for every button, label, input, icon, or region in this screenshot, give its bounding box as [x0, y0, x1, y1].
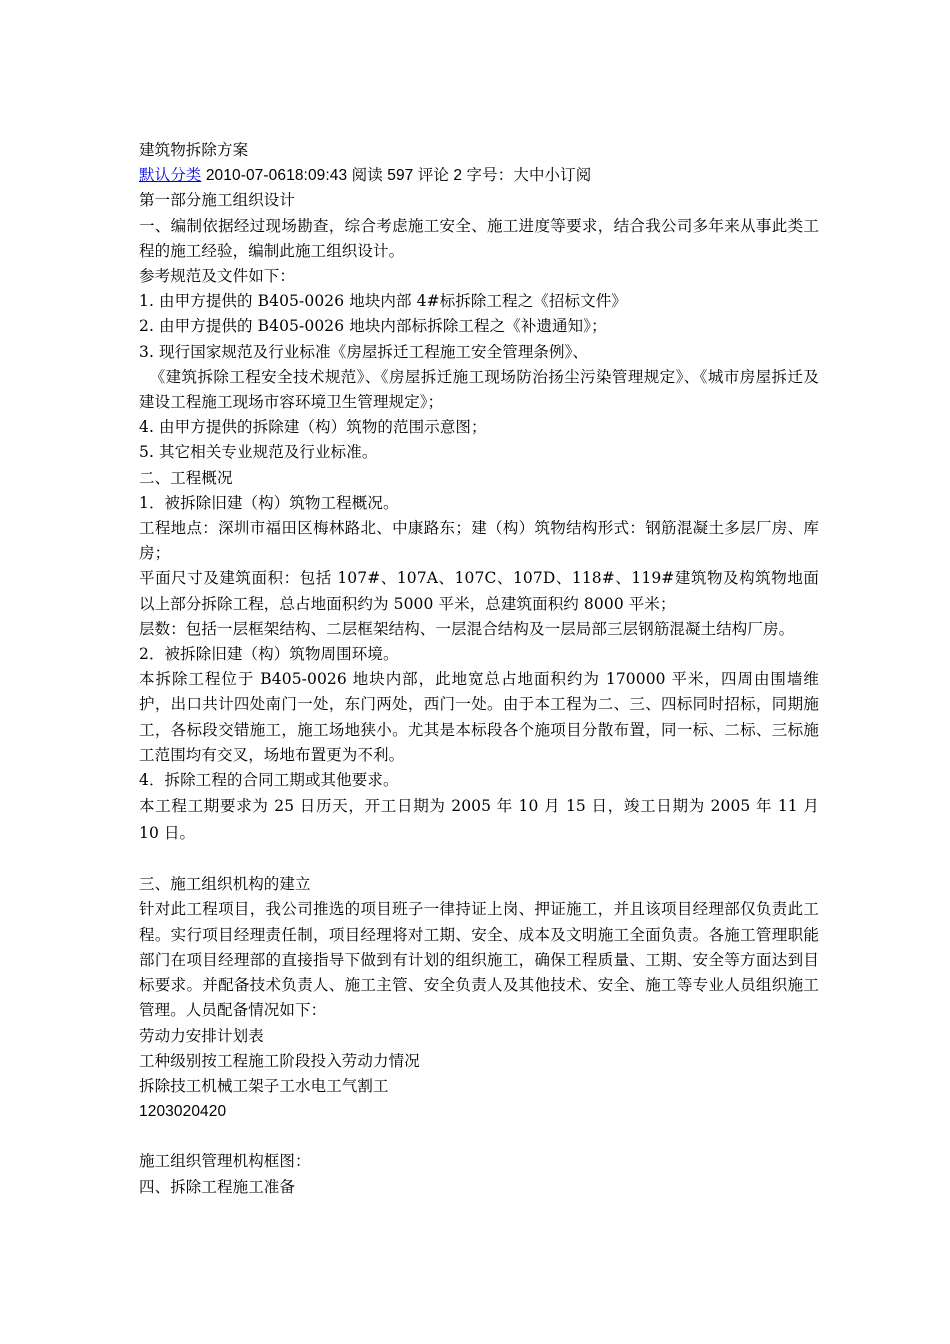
section2-sub4: 4．拆除工程的合同工期或其他要求。: [139, 771, 399, 790]
section3-heading: 三、施工组织机构的建立: [139, 875, 311, 894]
org-chart-label: 施工组织管理机构框图：: [139, 1152, 311, 1171]
section4-heading: 四、拆除工程施工准备: [139, 1177, 296, 1196]
part1-heading: 第一部分施工组织设计: [139, 191, 296, 210]
section1-text: 一、编制依据经过现场勘查，综合考虑施工安全、施工进度等要求，结合我公司多年来从事此类工程的施工经验，编制此施工组织设计。: [139, 216, 819, 260]
article-meta: [139, 163, 819, 188]
labor-table-header: 工种级别按工程施工阶段投入劳动力情况: [139, 1051, 420, 1070]
article-title: 建筑物拆除方案: [139, 141, 249, 159]
labor-table-values: 1203020420: [139, 1103, 227, 1121]
labor-table-title: 劳动力安排计划表: [139, 1026, 264, 1045]
spacer: [139, 1124, 819, 1149]
ref-item-5: 5. 其它相关专业规范及行业标准。: [139, 443, 378, 462]
article: [139, 138, 819, 1200]
ref-item-3: 3. 现行国家规范及行业标准《房屋拆迁工程施工安全管理条例》、: [139, 342, 589, 361]
labor-table-columns: 拆除技工机械工架子工水电工气割工: [139, 1076, 389, 1095]
spacer: [139, 847, 819, 872]
project-location: 工程地点：深圳市福田区梅林路北、中康路东；建（构）筑物结构形式：钢筋混凝土多层厂房、库房；: [139, 519, 819, 563]
ref-item-1: 1. 由甲方提供的 B405-0026 地块内部 4#标拆除工程之《招标文件》: [139, 292, 627, 311]
article-meta-info: 2010-07-0618:09:43 阅读 597 评论 2 字号：大中小订阅: [201, 167, 592, 185]
project-floors: 层数：包括一层框架结构、二层框架结构、一层混合结构及一层局部三层钢筋混凝土结构厂房。: [139, 619, 795, 638]
project-environment: 本拆除工程位于 B405-0026 地块内部，此地宽总占地面积约为 170000 平米，四周由围墙维护，出口共计四处南门一处，东门两处，西门一处。由于本工程为二、三、四标同时招标，同期施工，各标段交错施工，施工场地狭小。尤其是本标段各个施项目分散布置，同一标、二标、三标施工范围均有交叉，场地布置更为不利。: [139, 670, 819, 764]
section2-sub1: 1．被拆除旧建（构）筑物工程概况。: [139, 493, 399, 512]
section2-sub2: 2．被拆除旧建（构）筑物周围环境。: [139, 645, 399, 664]
project-schedule: 本工程工期要求为 25 日历天，开工日期为 2005 年 10 月 15 日，竣工日期为 2005 年 11 月 10 日。: [139, 797, 819, 843]
section2-heading: 二、工程概况: [139, 468, 233, 487]
ref-item-2: 2. 由甲方提供的 B405-0026 地块内部标拆除工程之《补遗通知》；: [139, 317, 607, 336]
project-area: 平面尺寸及建筑面积：包括 107#、107A、107C、107D、118#、119#建筑物及构筑物地面以上部分拆除工程，总占地面积约为 5000 平米，总建筑面积约 8000 平米；: [139, 569, 819, 613]
ref-item-4: 4. 由甲方提供的拆除建（构）筑物的范围示意图；: [139, 418, 487, 437]
section3-text: 针对此工程项目，我公司推选的项目班子一律持证上岗、押证施工，并且该项目经理部仅负责此工程。实行项目经理责任制，项目经理将对工期、安全、成本及文明施工全面负责。各施工管理职能部门在项目经理部的直接指导下做到有计划的组织施工，确保工程质量、工期、安全等方面达到目标要求。并配备技术负责人、施工主管、安全负责人及其他技术、安全、施工等专业人员组织施工管理。人员配备情况如下：: [139, 900, 819, 1020]
category-link[interactable]: 默认分类: [139, 166, 202, 185]
ref-item-3-cont: 《建筑拆除工程安全技术规范》、《房屋拆迁施工现场防治扬尘污染管理规定》、《城市房屋拆迁及建设工程施工现场市容环境卫生管理规定》；: [139, 367, 819, 412]
refs-heading: 参考规范及文件如下：: [139, 267, 296, 286]
